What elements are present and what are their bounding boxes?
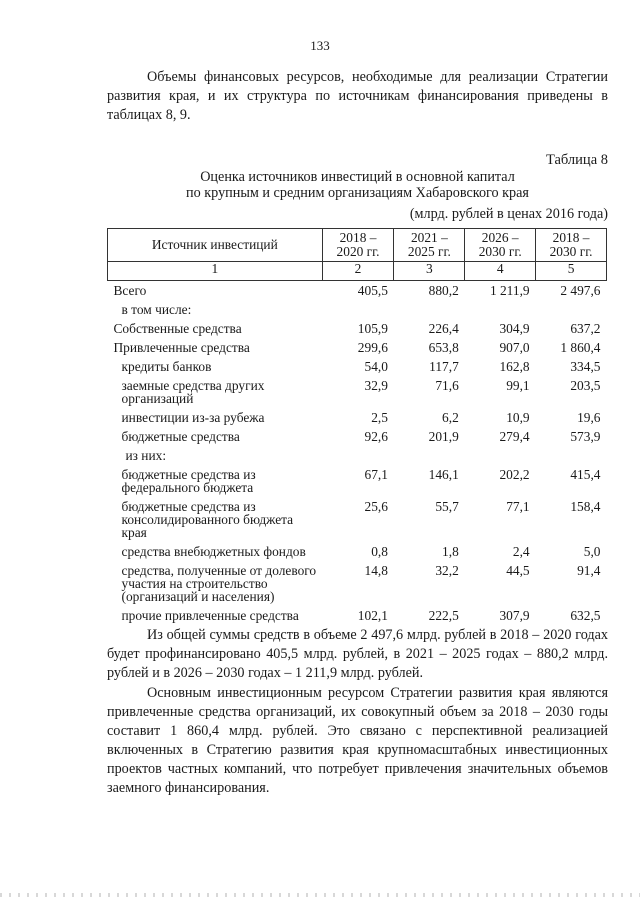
header-2026-2030: 2026 – 2030 гг. xyxy=(465,229,536,262)
analysis-paragraph xyxy=(107,684,608,798)
cell-value: 92,6 xyxy=(364,429,388,444)
row-label: заемные средства других организаций xyxy=(121,378,265,406)
summary-paragraph xyxy=(107,626,608,683)
cell-value: 415,4 xyxy=(570,467,601,482)
scan-artifact xyxy=(0,893,640,897)
header-source: Источник инвестиций xyxy=(108,229,323,262)
table-row xyxy=(108,319,607,338)
cell-value: 653,8 xyxy=(428,340,459,355)
row-label: прочие привлеченные средства xyxy=(121,608,299,623)
row-label: в том числе: xyxy=(121,302,192,317)
table-row xyxy=(108,427,607,446)
row-label: средства, полученные от долевого участия на строительство (организаций и населения) xyxy=(121,563,317,604)
table-title-line2: по крупным и средним организациям Хабаровского края xyxy=(186,185,529,201)
row-label: из них: xyxy=(125,448,167,463)
column-numbers-row xyxy=(108,262,607,281)
cell-value: 55,7 xyxy=(435,499,459,514)
cell-value: 299,6 xyxy=(357,340,388,355)
cell-value: 67,1 xyxy=(364,467,388,482)
cell-value: 880,2 xyxy=(428,283,459,298)
table-row xyxy=(108,542,607,561)
cell-value: 279,4 xyxy=(499,429,530,444)
header-2018-2020: 2018 – 2020 гг. xyxy=(322,229,394,262)
cell-value: 637,2 xyxy=(570,321,601,336)
cell-value: 1 860,4 xyxy=(560,340,601,355)
table-units: (млрд. рублей в ценах 2016 года) xyxy=(409,206,608,222)
col-num: 2 xyxy=(322,262,394,281)
cell-value: 146,1 xyxy=(428,467,459,482)
row-label: кредиты банков xyxy=(121,359,212,374)
cell-value: 2 497,6 xyxy=(560,283,601,298)
intro-text: Объемы финансовых ресурсов, необходимые для реализации Стратегии развития края, и их структура по источникам финансирования приведены в таблицах 8, 9. xyxy=(107,69,608,123)
table-row xyxy=(108,338,607,357)
cell-value: 334,5 xyxy=(570,359,601,374)
table-row xyxy=(108,376,607,408)
col-num: 1 xyxy=(108,262,323,281)
cell-value: 632,5 xyxy=(570,608,601,623)
row-label: Всего xyxy=(113,283,147,298)
cell-value: 102,1 xyxy=(357,608,388,623)
cell-value: 2,5 xyxy=(371,410,388,425)
cell-value: 117,7 xyxy=(429,359,459,374)
table-row xyxy=(108,357,607,376)
cell-value: 54,0 xyxy=(364,359,388,374)
page-number: 133 xyxy=(310,38,330,53)
row-label: бюджетные средства из консолидированного бюджета края xyxy=(121,499,294,540)
table-title-line1: Оценка источников инвестиций в основной капитал xyxy=(200,169,515,185)
header-2021-2025: 2021 – 2025 гг. xyxy=(394,229,465,262)
table-row xyxy=(108,446,607,465)
table-row xyxy=(108,300,607,319)
cell-value: 202,2 xyxy=(499,467,530,482)
header-2018-2030: 2018 – 2030 гг. xyxy=(536,229,607,262)
col-num: 4 xyxy=(465,262,536,281)
row-label: Собственные средства xyxy=(113,321,242,336)
cell-value: 1,8 xyxy=(442,544,459,559)
cell-value: 77,1 xyxy=(506,499,530,514)
row-label: бюджетные средства xyxy=(121,429,240,444)
cell-value: 222,5 xyxy=(428,608,459,623)
row-label: средства внебюджетных фондов xyxy=(121,544,306,559)
cell-value: 32,2 xyxy=(435,563,459,578)
col-num: 5 xyxy=(536,262,607,281)
cell-value: 32,9 xyxy=(364,378,388,393)
cell-value: 573,9 xyxy=(570,429,601,444)
cell-value: 304,9 xyxy=(499,321,530,336)
table-row xyxy=(108,497,607,542)
cell-value: 307,9 xyxy=(499,608,530,623)
analysis-text: Основным инвестиционным ресурсом Стратегии развития края являются привлеченные средства организаций, их совокупный объем за 2018 – 2030 годы составит 1 860,4 млрд. рублей. Это связано с перспективной реализацией включенных в Стратегию развития края крупномасштабных инвестиционных проектов частных компаний, что потребует привлечения значительных объемов заемного финансирования. xyxy=(107,685,608,796)
cell-value: 162,8 xyxy=(499,359,530,374)
cell-value: 6,2 xyxy=(442,410,459,425)
table-row xyxy=(108,465,607,497)
cell-value: 0,8 xyxy=(371,544,388,559)
table-row xyxy=(108,606,607,625)
cell-value: 158,4 xyxy=(570,499,601,514)
row-label: инвестиции из-за рубежа xyxy=(121,410,265,425)
cell-value: 203,5 xyxy=(570,378,601,393)
cell-value: 907,0 xyxy=(499,340,530,355)
table-row xyxy=(108,408,607,427)
cell-value: 91,4 xyxy=(577,563,601,578)
cell-value: 226,4 xyxy=(428,321,459,336)
cell-value: 19,6 xyxy=(577,410,601,425)
table-row xyxy=(108,281,607,301)
cell-value: 71,6 xyxy=(435,378,459,393)
cell-value: 201,9 xyxy=(428,429,459,444)
cell-value: 10,9 xyxy=(506,410,530,425)
table-header-row xyxy=(108,229,607,262)
cell-value: 99,1 xyxy=(506,378,530,393)
investment-table xyxy=(107,228,607,625)
col-num: 3 xyxy=(394,262,465,281)
table-title xyxy=(107,169,608,201)
cell-value: 5,0 xyxy=(583,544,601,559)
cell-value: 405,5 xyxy=(357,283,388,298)
row-label: Привлеченные средства xyxy=(113,340,250,355)
table-row xyxy=(108,561,607,606)
intro-paragraph xyxy=(107,68,608,125)
cell-value: 2,4 xyxy=(512,544,530,559)
summary-text: Из общей суммы средств в объеме 2 497,6 млрд. рублей в 2018 – 2020 годах будет профинансировано 405,5 млрд. рублей, в 2021 – 2025 годах – 880,2 млрд. рублей и в 2026 – 2030 годах – 1 211,9 млрд. рублей. xyxy=(107,627,608,681)
cell-value: 105,9 xyxy=(357,321,388,336)
cell-value: 25,6 xyxy=(364,499,388,514)
cell-value: 1 211,9 xyxy=(489,283,530,298)
cell-value: 44,5 xyxy=(506,563,530,578)
table-label: Таблица 8 xyxy=(545,152,608,168)
cell-value: 14,8 xyxy=(364,563,388,578)
row-label: бюджетные средства из федерального бюджета xyxy=(121,467,256,495)
